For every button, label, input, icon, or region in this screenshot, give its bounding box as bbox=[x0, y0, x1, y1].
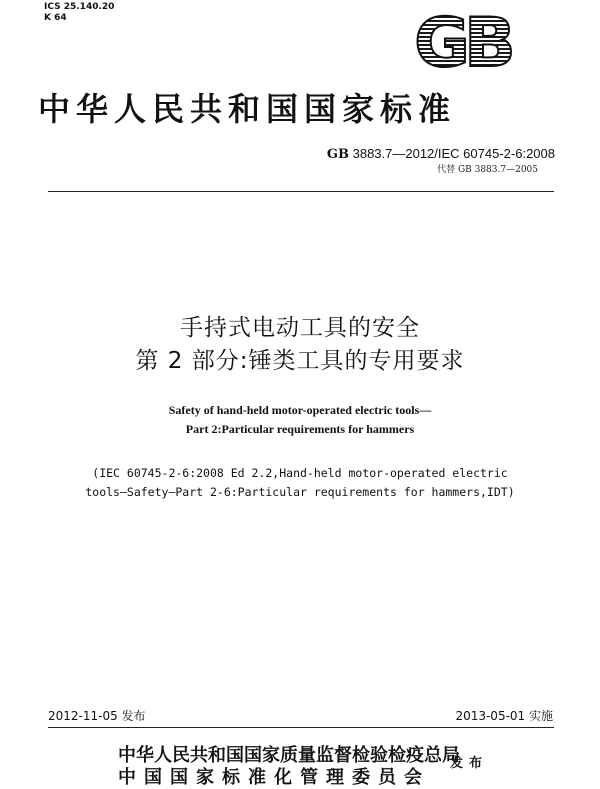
ics-code: ICS 25.140.20 bbox=[44, 2, 115, 12]
ccs-code: K 64 bbox=[44, 13, 67, 23]
classification-codes bbox=[44, 2, 114, 24]
english-title bbox=[0, 401, 600, 439]
bottom-divider bbox=[48, 727, 554, 728]
chinese-title-line-1: 手持式电动工具的安全 bbox=[180, 315, 420, 341]
standard-prefix: GB bbox=[326, 147, 349, 162]
english-title-line-1: Safety of hand-held motor-operated electric tools— bbox=[168, 403, 432, 417]
publisher-line-1: 中华人民共和国国家质量监督检验检疫总局 bbox=[118, 745, 460, 766]
replaces-note: 代替 GB 3883.7—2005 bbox=[437, 165, 538, 175]
gb-logo-icon bbox=[402, 8, 522, 74]
iec-reference bbox=[0, 464, 600, 502]
issue-label: 发布 bbox=[450, 756, 489, 771]
iec-reference-line-1: (IEC 60745-2-6:2008 Ed 2.2,Hand-held motor-operated electric bbox=[92, 466, 508, 480]
gb-logo-text: GB bbox=[414, 8, 510, 74]
top-divider bbox=[48, 191, 554, 192]
national-standard-title: 中华人民共和国国家标准 bbox=[38, 90, 457, 128]
gb-logo bbox=[402, 8, 522, 74]
standard-number bbox=[327, 146, 555, 162]
iec-reference-line-2: tools—Safety—Part 2-6:Particular requirements for hammers,IDT) bbox=[85, 485, 515, 499]
standard-number-text: 3883.7—2012/IEC 60745-2-6:2008 bbox=[352, 146, 555, 161]
implementation-date: 2013-05-01 实施 bbox=[455, 709, 553, 723]
issue-date: 2012-11-05 发布 bbox=[48, 709, 146, 723]
english-title-line-2: Part 2:Particular requirements for hammers bbox=[185, 422, 415, 436]
publisher-line-2: 中国国家标准化管理委员会 bbox=[118, 767, 430, 788]
chinese-title-line-2: 第 2 部分:锤类工具的专用要求 bbox=[135, 348, 465, 374]
